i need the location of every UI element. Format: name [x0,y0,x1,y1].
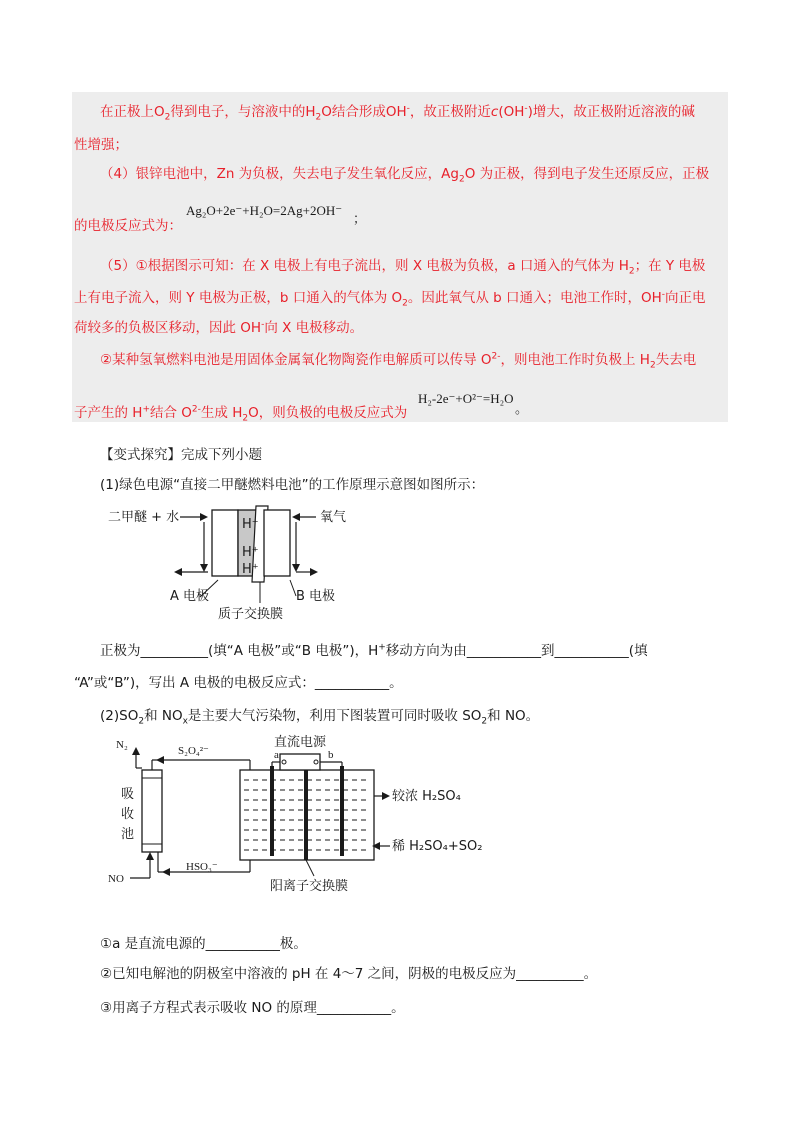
answer-line-9: 子产生的 H+结合 $O^{2-}$生成 $H_2O$，则负极的电极反应式为 [74,404,408,424]
answer-line-4: 的电极反应式为： [74,218,182,234]
fuel-label: 二甲醚 + 水 [108,510,180,525]
question-2: $(2)SO_2$和 $NO_x$是主要大气污染物，利用下图装置可同时吸收 $SO_2$和 NO。 [100,708,540,727]
s2o4-return-arrow [156,756,164,764]
electrode-b-plate [264,510,290,576]
cation-membrane [304,766,308,860]
s2o4-label: S₂O₄²⁻ [178,745,209,757]
electrode-a-plate [212,510,238,576]
fuel-outlet-arrow [174,568,182,576]
answer-line-5: （5）①根据图示可知：在 X 电极上有电子流出，则 X 电极为负极，a 口通入的气体为 $H_2$；在 Y 电极 [100,258,706,277]
fuel-down-arrow [200,564,208,572]
answer-line-2: 性增强； [74,137,128,153]
electrode-a-label: A 电极 [170,589,210,604]
conc-acid-out-arrow [382,792,390,800]
proton-label-3: H⁺ [242,562,259,577]
question-2-part-2: ②已知电解池的阴极室中溶液的 pH 在 4～7 之间，阴极的电极反应为__________。 [100,966,598,982]
n2-label: N₂ [116,739,128,751]
proton-label-1: H⁺ [242,517,259,532]
membrane-label: 质子交换膜 [218,607,284,622]
absorber-char-1: 吸 [121,787,135,802]
answer-line-3: （4）银锌电池中，Zn 为负极，失去电子发生氧化反应，$Ag_2O$ 为正极，得到电子发生还原反应，正极 [100,166,710,185]
hydrogen-equation: H₂-2e⁻+O²⁻=H₂O [418,391,514,406]
dilute-acid-label: 稀 H₂SO₄+SO₂ [392,839,483,854]
proton-label-2: H⁺ [242,545,259,560]
silver-oxide-equation: Ag₂O+2e⁻+H₂O=2Ag+2OH⁻ [186,203,343,218]
variant-heading: 【变式探究】完成下列小题 [100,447,262,463]
question-2-part-3: ③用离子方程式表示吸收 NO 的原理___________。 [100,1000,405,1016]
fuel-cell-diagram [100,500,380,630]
fuel-inlet-arrow [200,513,208,521]
answer-line-7: 荷较多的负极区移动，因此 OH-向 X 电极移动。 [74,319,364,336]
conc-acid-label: 较浓 H₂SO₄ [392,789,461,804]
question-1-blank-line-2: “A”或“B”)，写出 A 电极的电极反应式：___________。 [74,675,403,691]
no-in-arrow [146,852,154,860]
answer-line-1: 在正极上$O_2$得到电子，与溶液中的$H_2O$结合形成OH-，故正极附近c(OH-)增大，故正极附近溶液的碱 [100,103,695,123]
hso3-label: HSO₃⁻ [186,861,218,873]
question-2-part-1: ①a 是直流电源的___________极。 [100,936,307,952]
electrolysis-diagram [100,730,500,900]
hso3-arrow [162,868,170,876]
membrane-label: 阳离子交换膜 [270,879,349,894]
terminal-b-label: b [328,749,334,761]
power-label: 直流电源 [274,735,327,750]
hydrogen-equation-end: 。 [515,401,529,416]
right-electrode [340,766,344,856]
absorber-char-2: 收 [121,807,135,822]
question-1: (1)绿色电源“直接二甲醚燃料电池”的工作原理示意图如图所示： [100,477,485,493]
equation-end-mark: ； [353,211,367,226]
oxygen-outlet-arrow [310,568,318,576]
answer-line-8: ②某种氢氧燃料电池是用固体金属氧化物陶瓷作电解质可以传导 $O^{2-}$，则电池工作时负极上 $H_2$失去电 [100,351,697,371]
oxygen-inlet-arrow [292,513,300,521]
absorption-tower [142,770,162,852]
question-1-blank-line-1: 正极为__________(填“A 电极”或“B 电极”)，H+移动方向为由___________到___________(填 [100,642,648,659]
answer-line-6: 上有电子流入，则 Y 电极为正极，b 口通入的气体为 $O_2$。因此氧气从 b 口通入；电池工作时，OH-向正电 [74,289,706,309]
left-electrode [270,766,274,856]
oxygen-down-arrow [292,564,300,572]
terminal-a-label: a [274,749,279,761]
absorber-char-3: 池 [121,827,135,842]
oxygen-label: 氧气 [320,510,347,525]
n2-out-arrow [132,747,140,755]
electrode-b-label: B 电极 [296,589,336,604]
no-label: NO [108,873,124,885]
